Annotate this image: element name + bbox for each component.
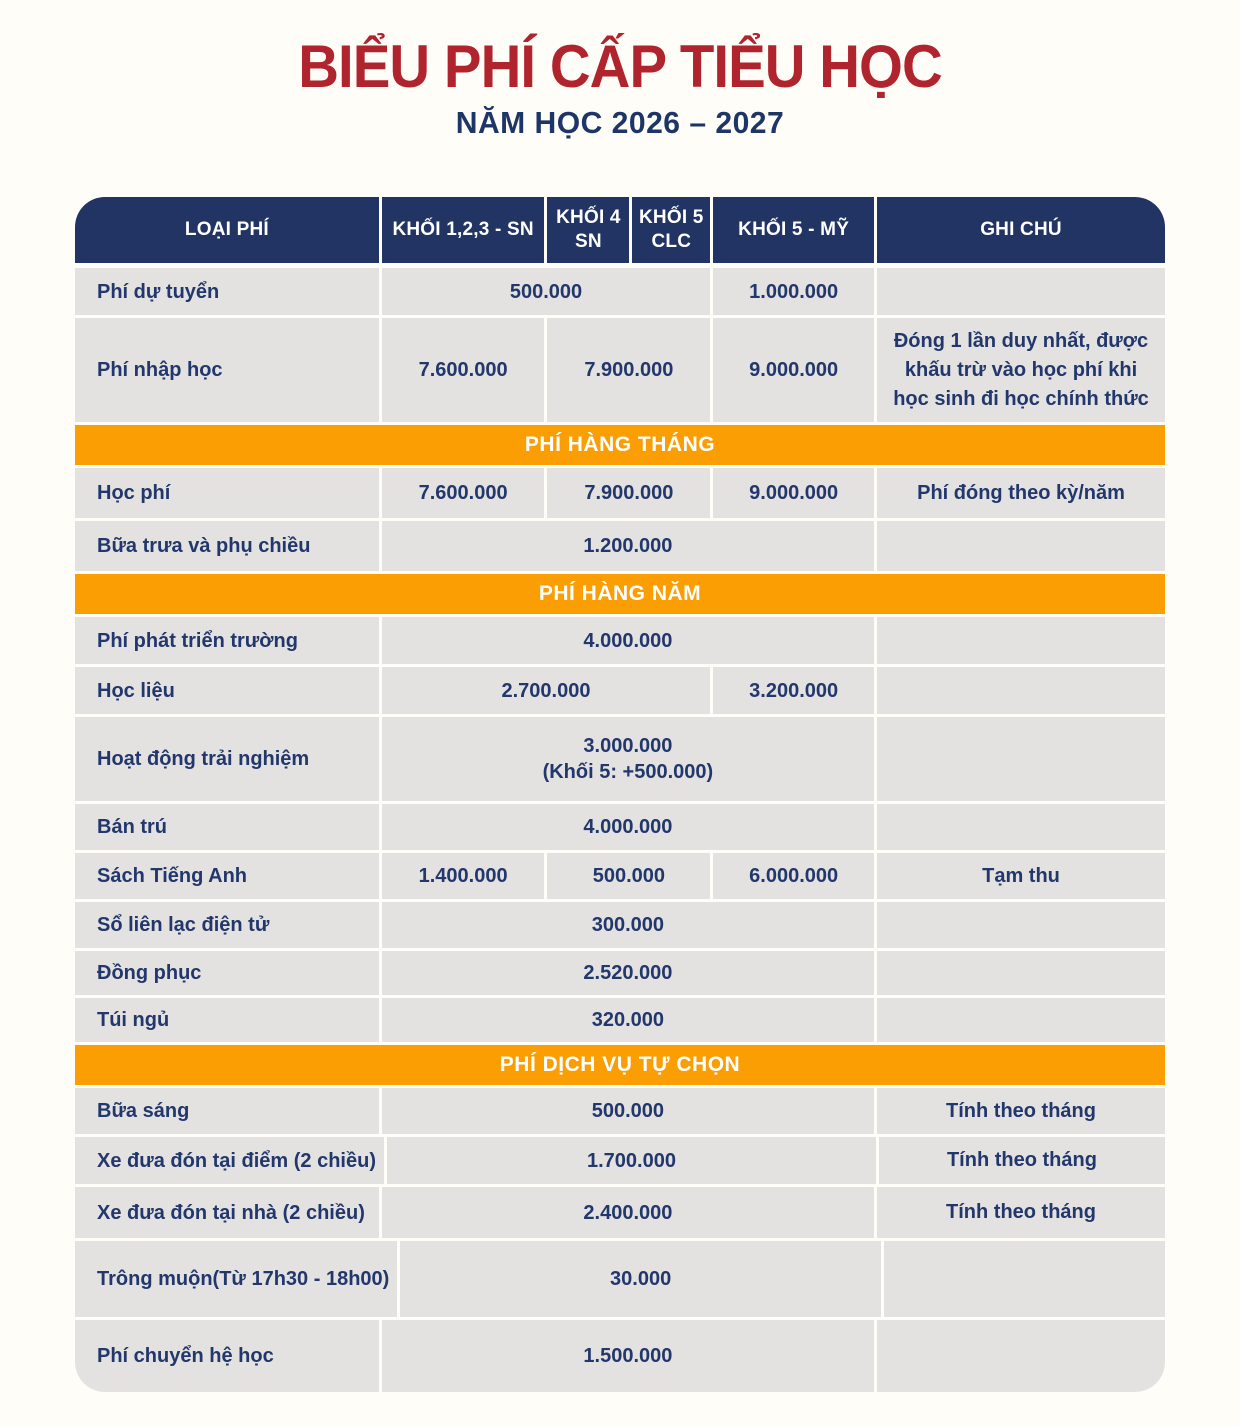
row-label-line2: (Từ 17h30 - 18h00) — [212, 1267, 390, 1290]
row-label: Xe đưa đón tại nhà (2 chiều) — [75, 1187, 379, 1238]
fee-value: 6.000.000 — [713, 853, 874, 899]
fee-value: 3.200.000 — [713, 667, 874, 714]
table-row-phi-chuyen-he — [75, 1320, 1165, 1392]
row-label: Hoạt động trải nghiệm — [75, 717, 379, 801]
fee-value: 2.400.000 — [382, 1187, 874, 1238]
note-cell — [877, 804, 1165, 850]
row-label: Học liệu — [75, 667, 379, 714]
row-label: Phí chuyển hệ học — [75, 1320, 379, 1392]
header-khoi-123-sn: KHỐI 1,2,3 - SN — [382, 197, 545, 263]
fee-value: 2.700.000 — [382, 667, 711, 714]
fee-value: 500.000 — [382, 268, 711, 315]
table-row-phi-du-tuyen — [75, 268, 1165, 315]
fee-value: 1.000.000 — [713, 268, 874, 315]
note-cell — [877, 617, 1165, 664]
section-header-yearly: PHÍ HÀNG NĂM — [75, 574, 1165, 614]
note-cell: Phí đóng theo kỳ/năm — [877, 468, 1165, 518]
fee-value-line2: (Khối 5: +500.000) — [542, 761, 714, 784]
header-khoi-5-line2: CLC — [651, 231, 692, 253]
note-cell — [877, 521, 1165, 571]
table-row-hoc-lieu — [75, 667, 1165, 714]
table-row-hoat-dong-trai-nghiem — [75, 717, 1165, 801]
header-khoi-4-line1: KHỐI 4 — [556, 206, 621, 228]
table-row-so-lien-lac — [75, 902, 1165, 948]
table-row-tui-ngu — [75, 998, 1165, 1042]
header-khoi-4-sn — [547, 197, 629, 263]
note-cell — [877, 1320, 1165, 1392]
fee-value: 4.000.000 — [382, 804, 874, 850]
table-row-xe-tai-nha — [75, 1187, 1165, 1238]
fee-value: 7.900.000 — [547, 468, 710, 518]
note-cell — [877, 717, 1165, 801]
fee-table — [75, 197, 1165, 1392]
note-cell: Tính theo tháng — [877, 1187, 1165, 1238]
note-cell: Tính theo tháng — [879, 1137, 1165, 1184]
fee-value — [382, 717, 874, 801]
fee-value: 300.000 — [382, 902, 874, 948]
fee-value: 2.520.000 — [382, 951, 874, 995]
row-label: Bữa trưa và phụ chiều — [75, 521, 379, 571]
fee-value: 1.200.000 — [382, 521, 874, 571]
page-title: BIỂU PHÍ CẤP TIỂU HỌC — [298, 33, 942, 100]
note-cell: Tạm thu — [877, 853, 1165, 899]
header-khoi-4-line2: SN — [575, 231, 602, 253]
table-row-xe-tai-diem — [75, 1137, 1165, 1184]
table-row-trong-muon — [75, 1241, 1165, 1317]
header-loai-phi: LOẠI PHÍ — [75, 197, 379, 263]
table-row-sach-tieng-anh — [75, 853, 1165, 899]
row-label: Bữa sáng — [75, 1088, 379, 1134]
fee-value: 30.000 — [400, 1241, 881, 1317]
note-cell — [877, 268, 1165, 315]
fee-value: 1.500.000 — [382, 1320, 874, 1392]
table-row-phi-phat-trien — [75, 617, 1165, 664]
page-subtitle: NĂM HỌC 2026 – 2027 — [455, 105, 785, 141]
fee-value: 500.000 — [547, 853, 710, 899]
row-label-line1: Trông muộn — [97, 1267, 213, 1290]
fee-value: 9.000.000 — [713, 318, 874, 422]
note-cell — [877, 902, 1165, 948]
row-label: Phí nhập học — [75, 318, 379, 422]
fee-value: 4.000.000 — [382, 617, 874, 664]
note-cell — [877, 667, 1165, 714]
table-row-phi-nhap-hoc — [75, 318, 1165, 422]
row-label: Sách Tiếng Anh — [75, 853, 379, 899]
header-khoi-5-clc — [632, 197, 710, 263]
row-label: Xe đưa đón tại điểm (2 chiều) — [75, 1137, 384, 1184]
note-cell: Đóng 1 lần duy nhất, được khấu trừ vào học phí khi học sinh đi học chính thức — [877, 318, 1165, 422]
row-label: Bán trú — [75, 804, 379, 850]
section-header-optional: PHÍ DỊCH VỤ TỰ CHỌN — [75, 1045, 1165, 1085]
fee-value: 7.600.000 — [382, 468, 545, 518]
table-header-row — [75, 197, 1165, 263]
table-row-bua-trua — [75, 521, 1165, 571]
header-ghi-chu: GHI CHÚ — [877, 197, 1165, 263]
row-label: Phí dự tuyển — [75, 268, 379, 315]
table-row-hoc-phi — [75, 468, 1165, 518]
title-block — [0, 33, 1240, 141]
table-row-ban-tru — [75, 804, 1165, 850]
table-row-bua-sang — [75, 1088, 1165, 1134]
fee-value: 7.900.000 — [547, 318, 710, 422]
row-label — [75, 1241, 397, 1317]
fee-value: 7.600.000 — [382, 318, 545, 422]
fee-value: 9.000.000 — [713, 468, 874, 518]
row-label: Đồng phục — [75, 951, 379, 995]
note-cell — [877, 951, 1165, 995]
fee-value-line1: 3.000.000 — [583, 735, 673, 758]
row-label: Sổ liên lạc điện tử — [75, 902, 379, 948]
fee-value: 500.000 — [382, 1088, 874, 1134]
row-label: Túi ngủ — [75, 998, 379, 1042]
row-label: Phí phát triển trường — [75, 617, 379, 664]
section-header-monthly: PHÍ HÀNG THÁNG — [75, 425, 1165, 465]
header-khoi-5-my: KHỐI 5 - MỸ — [713, 197, 874, 263]
note-cell — [877, 998, 1165, 1042]
fee-value: 1.700.000 — [387, 1137, 876, 1184]
fee-value: 1.400.000 — [382, 853, 545, 899]
table-row-dong-phuc — [75, 951, 1165, 995]
note-cell — [884, 1241, 1165, 1317]
note-cell: Tính theo tháng — [877, 1088, 1165, 1134]
header-khoi-5-line1: KHỐI 5 — [639, 206, 704, 228]
row-label: Học phí — [75, 468, 379, 518]
fee-value: 320.000 — [382, 998, 874, 1042]
